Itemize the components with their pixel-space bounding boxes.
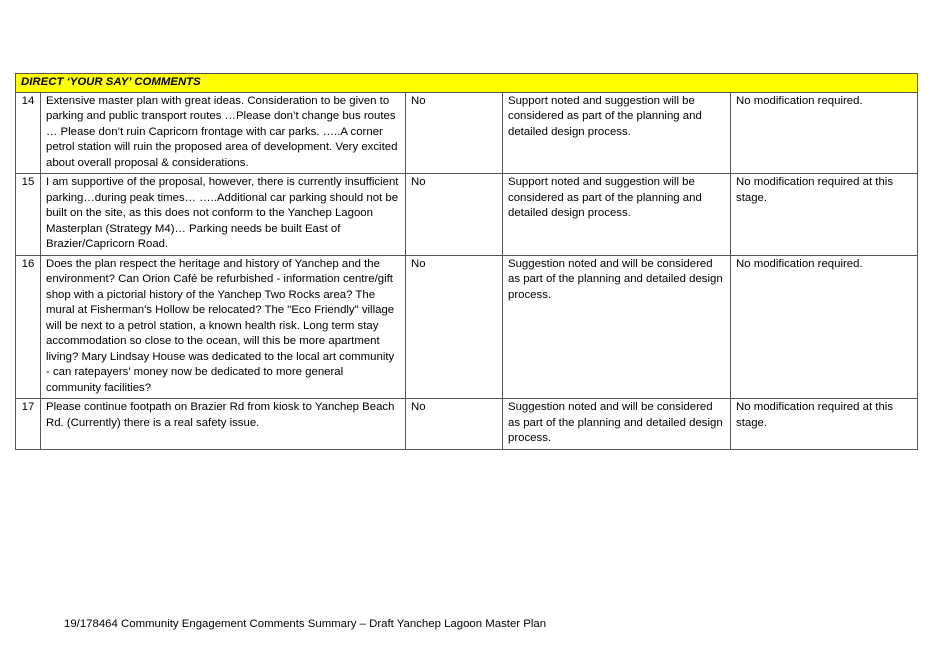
response-cell: Support noted and suggestion will be considered as part of the planning and detailed design process.	[503, 92, 731, 174]
row-number: 14	[16, 92, 41, 174]
comment-cell: Please continue footpath on Brazier Rd from kiosk to Yanchep Beach Rd. (Currently) there is a real safety issue.	[41, 399, 406, 450]
table-row	[16, 255, 918, 399]
comment-cell: Extensive master plan with great ideas. Consideration to be given to parking and public transport routes …Please don’t change bus routes … Please don’t ruin Capricorn frontage with car parks. …..A corner petrol station will ruin the proposed area of development. Very excited about overall proposal & considerations.	[41, 92, 406, 174]
comment-cell: I am supportive of the proposal, however, there is currently insufficient parking…during peak times… …..Additional car parking should not be built on the site, as this does not conform to the Yanchep Lagoon Masterplan (Strategy M4)… Parking needs be built East of Brazier/Capricorn Road.	[41, 174, 406, 256]
section-header-row	[16, 74, 918, 93]
answer-cell: No	[406, 399, 503, 450]
row-number: 15	[16, 174, 41, 256]
response-cell: Suggestion noted and will be considered as part of the planning and detailed design process.	[503, 399, 731, 450]
page-footer: 19/178464 Community Engagement Comments Summary – Draft Yanchep Lagoon Master Plan	[64, 618, 547, 630]
answer-cell: No	[406, 174, 503, 256]
table-row	[16, 399, 918, 450]
row-number: 17	[16, 399, 41, 450]
modification-cell: No modification required at this stage.	[731, 399, 918, 450]
answer-cell: No	[406, 92, 503, 174]
section-header: DIRECT ‘YOUR SAY’ COMMENTS	[16, 74, 918, 93]
row-number: 16	[16, 255, 41, 399]
modification-cell: No modification required.	[731, 255, 918, 399]
response-cell: Support noted and suggestion will be considered as part of the planning and detailed design process.	[503, 174, 731, 256]
table-row	[16, 174, 918, 256]
comment-cell: Does the plan respect the heritage and history of Yanchep and the environment? Can Orion Café be refurbished - information centre/gift shop with a pictorial history of the Yanchep Two Rocks area? The mural at Fisherman's Hollow be relocated? The "Eco Friendly" village will be next to a petrol station, a known health risk. Long term stay accommodation so close to the ocean, will this be more apartment living? Mary Lindsay House was dedicated to the local art community - can ratepayers’ money now be dedicated to more general community facilities?	[41, 255, 406, 399]
response-cell: Suggestion noted and will be considered as part of the planning and detailed design process.	[503, 255, 731, 399]
table-row	[16, 92, 918, 174]
modification-cell: No modification required at this stage.	[731, 174, 918, 256]
modification-cell: No modification required.	[731, 92, 918, 174]
comments-table	[15, 73, 918, 450]
answer-cell: No	[406, 255, 503, 399]
